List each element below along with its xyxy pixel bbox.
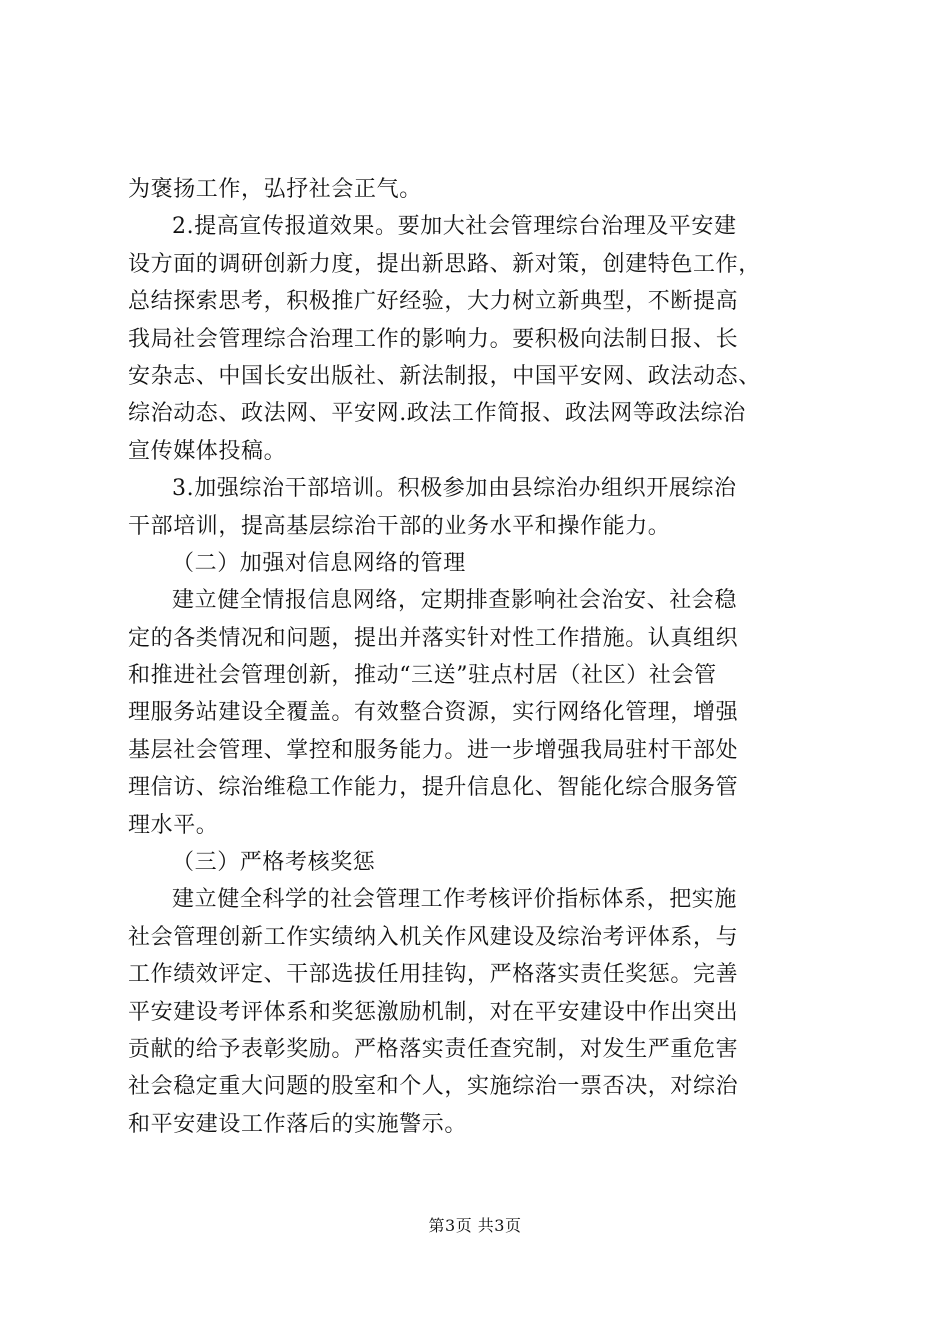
text-line: 基层社会管理、掌控和服务能力。进一步增强我局驻村干部处 xyxy=(128,737,739,763)
text-line: 为褒扬工作，弘抒社会正气。 xyxy=(128,177,422,202)
text-line: 总结探索思考，积极推广好经验，大力树立新典型，不断提高 xyxy=(128,289,739,315)
text-line: 我局社会管理综合治理工作的影响力。要积极向法制日报、长 xyxy=(128,326,739,352)
text-line: 理服务站建设全覆盖。有效整合资源，实行网络化管理，增强 xyxy=(128,700,739,726)
text-line: 社会管理创新工作实绩纳入机关作风建设及综治考评体系，与 xyxy=(128,924,739,950)
text-line: （二）加强对信息网络的管理 xyxy=(172,550,466,576)
text-line: 平安建设考评体系和奖惩激励机制，对在平安建设中作出突出 xyxy=(128,999,739,1025)
text-line: 宣传媒体投稿。 xyxy=(128,438,287,464)
text-line: 综治动态、政法网、平安网.政法工作简报、政法网等政法综治 xyxy=(128,401,746,427)
text-line: 建立健全情报信息网络，定期排查影响社会治安、社会稳 xyxy=(172,588,738,614)
text-line: 3.加强综治干部培训。积极参加由县综治办组织开展综治 xyxy=(172,476,737,502)
text-line: （三）严格考核奖惩 xyxy=(172,850,376,876)
document-body xyxy=(128,171,848,1143)
text-line: 理水平。 xyxy=(128,812,219,838)
text-line: 社会稳定重大问题的股室和个人，实施综治一票否决，对综治 xyxy=(128,1074,739,1100)
text-line: 干部培训，提高基层综治干部的业务水平和操作能力。 xyxy=(128,513,671,539)
text-line: 工作绩效评定、干部选拔任用挂钩，严格落实责任奖惩。完善 xyxy=(128,962,739,988)
text-line: 设方面的调研创新力度，提出新思路、新对策，创建特色工作， xyxy=(128,251,761,277)
text-line: 安杂志、中国长安出版社、新法制报，中国平安网、政法动态、 xyxy=(128,363,761,389)
text-line: 和平安建设工作落后的实施警示。 xyxy=(128,1111,468,1137)
text-line: 理信访、综治维稳工作能力，提升信息化、智能化综合服务管 xyxy=(128,775,739,801)
text-line: 建立健全科学的社会管理工作考核评价指标体系，把实施 xyxy=(172,887,738,913)
text-line: 2.提高宣传报道效果。要加大社会管理综台治理及平安建 xyxy=(172,214,737,240)
text-line: 定的各类情况和问题，提出并落实针对性工作措施。认真组织 xyxy=(128,625,739,651)
text-line: 贡献的给予表彰奖励。严格落实责任查究制，对发生严重危害 xyxy=(128,1036,739,1062)
page-footer: 第3页 共3页 xyxy=(428,1216,522,1235)
text-line: 和推进社会管理创新，推动“三送”驻点村居（社区）社会管 xyxy=(128,663,717,689)
